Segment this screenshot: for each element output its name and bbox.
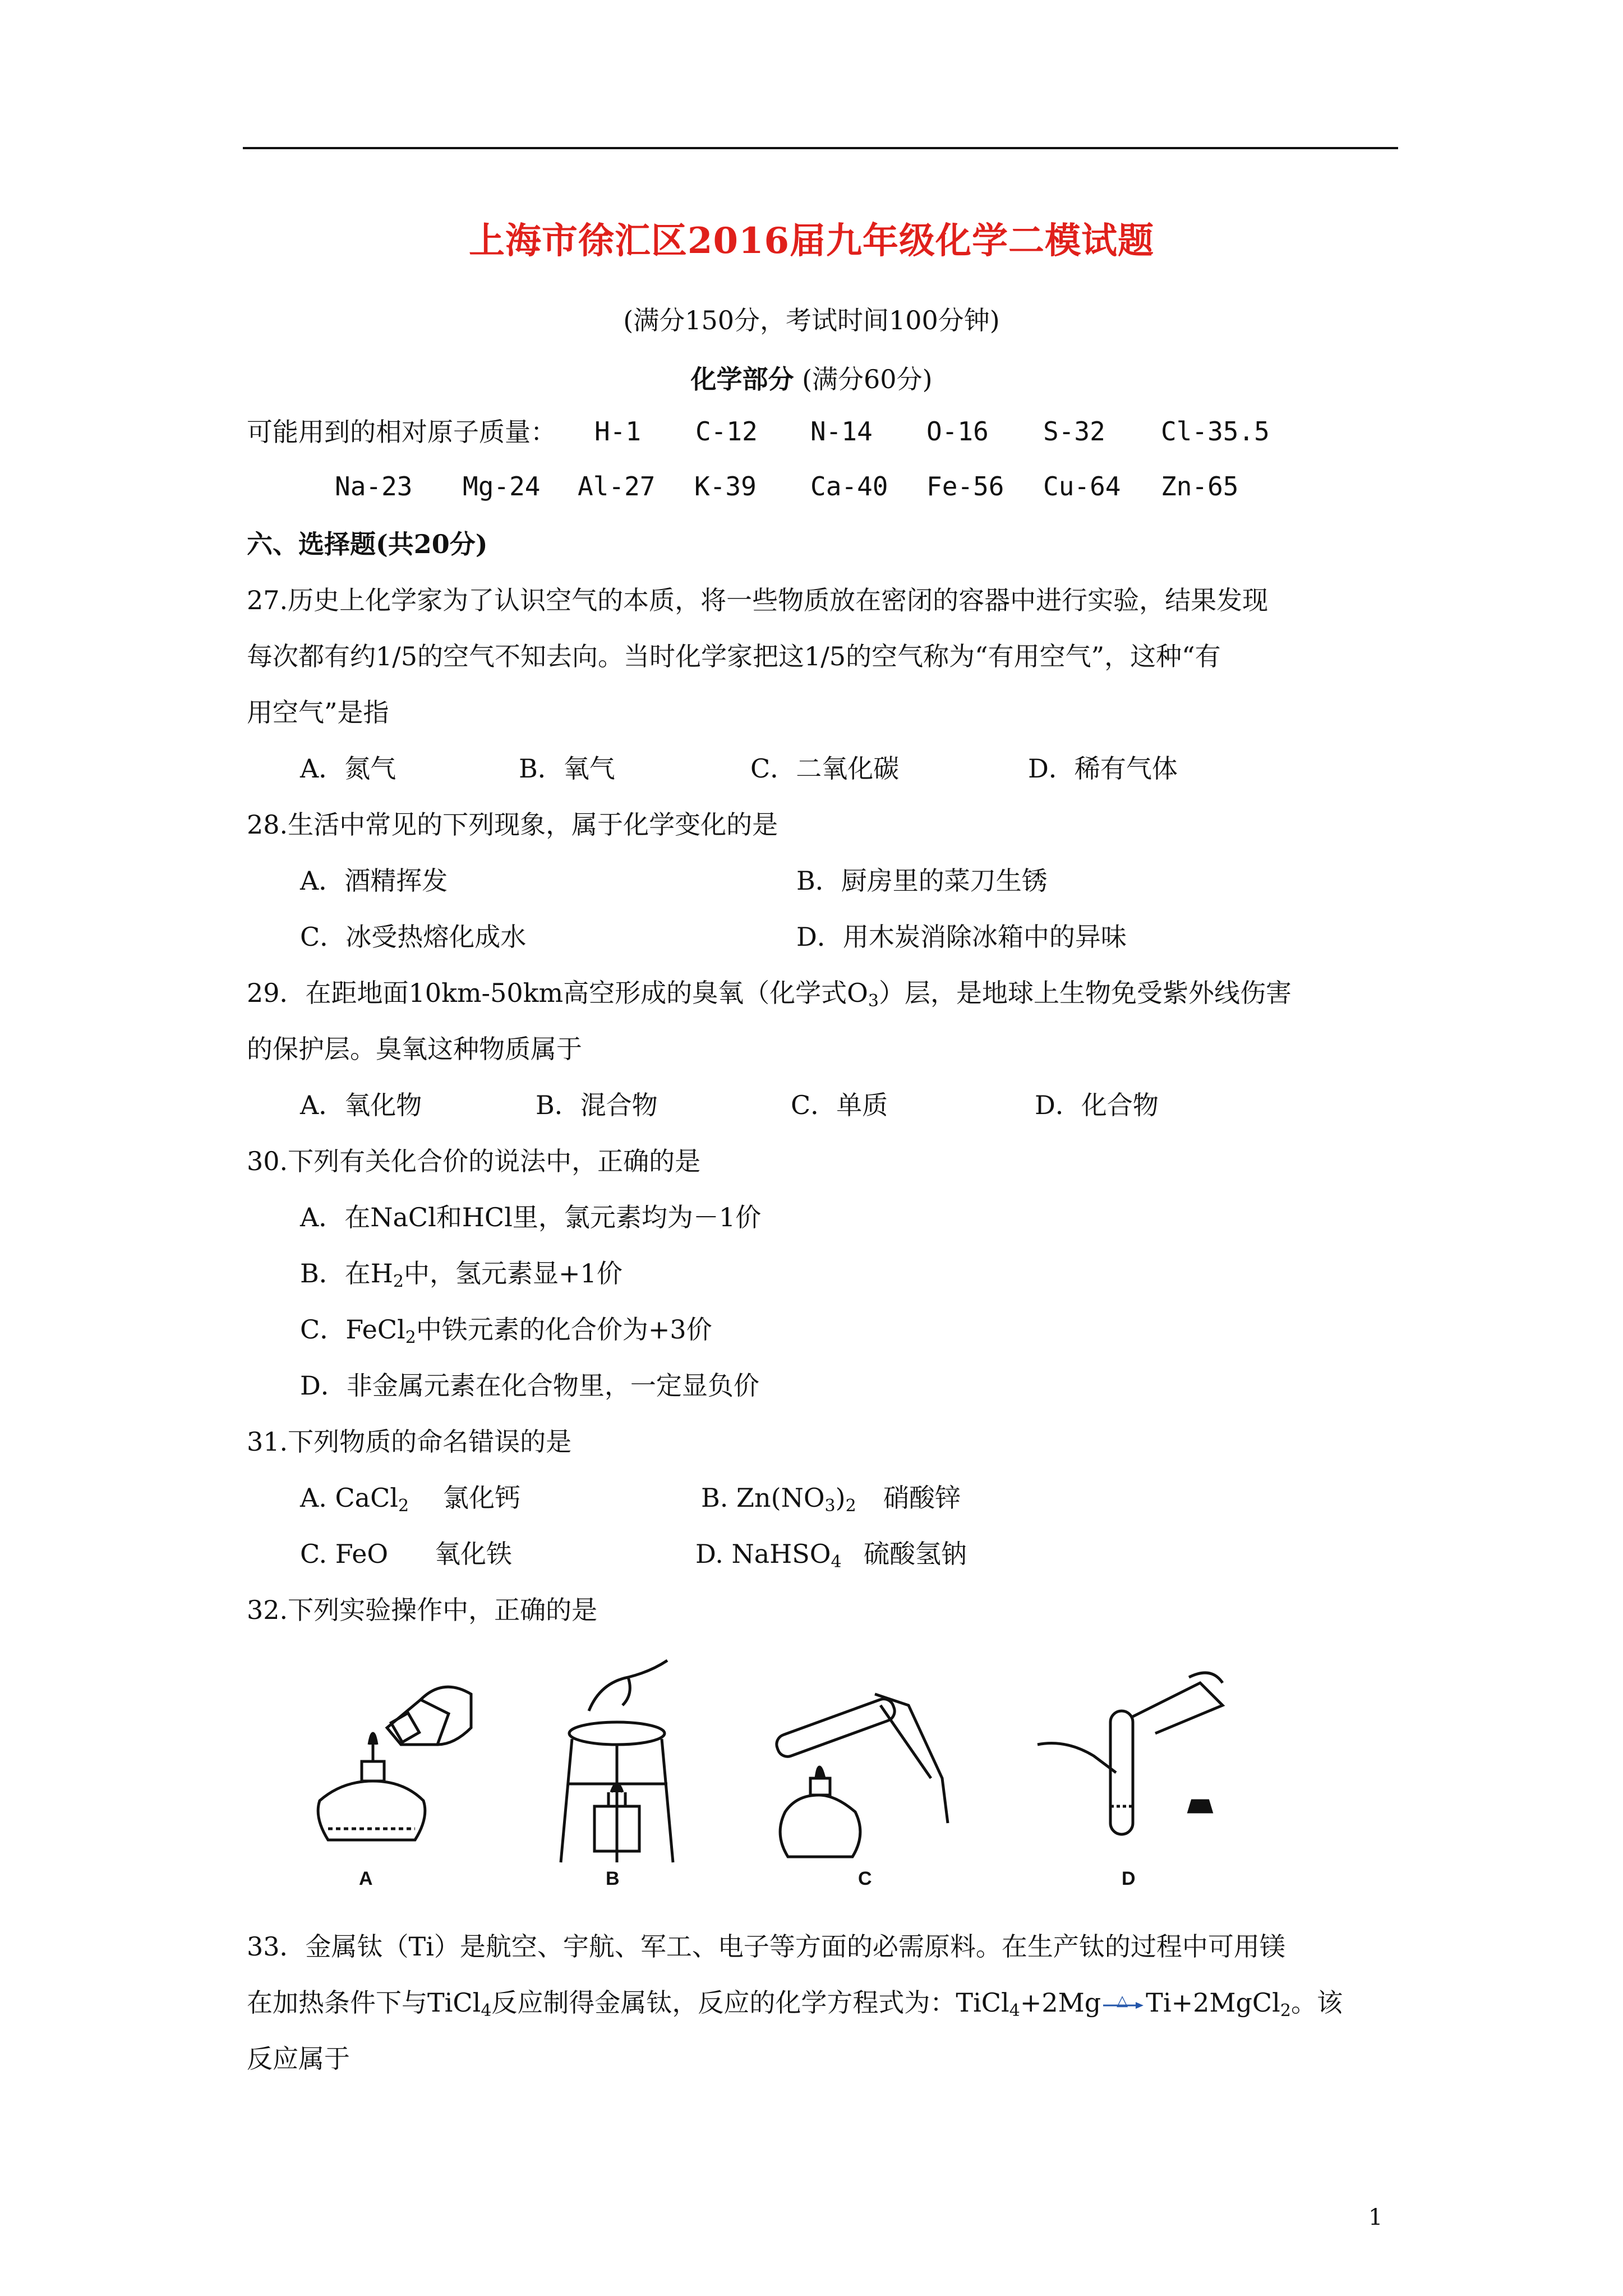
q33-line2-a: 在加热条件下与TiCl — [247, 1987, 481, 2018]
q30-option-b-b: 中，氢元素显+1价 — [404, 1258, 623, 1289]
section-heading — [0, 359, 1623, 396]
q27-line: 27.历史上化学家为了认识空气的本质，将一些物质放在密闭的容器中进行实验，结果发现 — [247, 585, 1269, 615]
q27-option-c: C．二氧化碳 — [750, 753, 900, 784]
figure-d-label: D — [1122, 1868, 1136, 1889]
q33-line3: 反应属于 — [247, 2044, 350, 2074]
q33-line2-sub3: 2 — [1280, 2001, 1291, 2021]
q29-option-b: B．混合物 — [536, 1090, 658, 1120]
q30-option-d: D．非金属元素在化合物里，一定显负价 — [300, 1370, 759, 1401]
q31-option-a-name: 氯化钙 — [443, 1483, 520, 1513]
q33-line2-e: 。该 — [1290, 1987, 1343, 2018]
mass-item: Mg-24 — [463, 471, 541, 501]
q31-option-b-sub2: 2 — [845, 1496, 856, 1516]
q31-option-b-sub1: 3 — [824, 1496, 836, 1516]
reaction-arrow-icon — [1101, 1993, 1146, 2013]
q31-option-b — [701, 1481, 856, 1523]
q31-option-b-a: B. Zn(NO — [701, 1483, 825, 1513]
q30-option-c-b: 中铁元素的化合价为+3价 — [416, 1314, 712, 1345]
heat-symbol: △ — [1117, 1993, 1128, 2009]
q30-stem: 30.下列有关化合价的说法中，正确的是 — [247, 1146, 701, 1176]
q27-line: 用空气”是指 — [247, 697, 389, 728]
exam-subtitle: (满分150分，考试时间100分钟) — [623, 305, 1000, 335]
q33-line2-d: Ti+2MgCl — [1146, 1987, 1280, 2018]
q31-option-d-sub: 4 — [831, 1552, 842, 1572]
q27-option-a: A．氮气 — [300, 753, 396, 784]
mass-item: N-14 — [810, 416, 873, 447]
q32-stem: 32.下列实验操作中，正确的是 — [247, 1595, 598, 1625]
q30-option-c — [300, 1313, 712, 1355]
q33-line2-c: +2Mg — [1020, 1987, 1101, 2018]
atomic-mass-label: 可能用到的相对原子质量： — [247, 417, 556, 447]
q30-option-b-sub: 2 — [393, 1272, 404, 1291]
q29-option-d: D．化合物 — [1035, 1090, 1159, 1120]
q29-line1-b: ）层，是地球上生物免受紫外线伤害 — [878, 978, 1292, 1008]
mass-item: Fe-56 — [926, 471, 1004, 501]
mass-item: Ca-40 — [810, 471, 888, 501]
q30-option-b-a: B．在H — [300, 1258, 393, 1289]
q31-option-b-name: 硝酸锌 — [883, 1483, 961, 1513]
section-heading-bold: 化学部分 — [690, 364, 794, 394]
figure-c-label: C — [858, 1868, 872, 1889]
mass-item: Al-27 — [578, 471, 656, 501]
q29-line1-a: 29．在距地面10km-50km高空形成的臭氧（化学式O — [247, 978, 868, 1008]
mass-item: O-16 — [926, 416, 989, 447]
q31-option-a — [300, 1481, 409, 1523]
q31-option-d — [695, 1537, 842, 1579]
q29-option-a: A．氧化物 — [300, 1090, 422, 1120]
q29-line1-sub: 3 — [868, 991, 879, 1011]
mass-item: K-39 — [694, 471, 757, 501]
q31-option-a-formula: A. CaCl — [300, 1483, 398, 1513]
q30-option-c-a: C．FeCl — [300, 1314, 405, 1345]
q27-option-d: D．稀有气体 — [1028, 753, 1178, 784]
q31-option-c: C. FeO — [300, 1539, 389, 1569]
q31-option-a-sub: 2 — [398, 1496, 409, 1516]
q31-option-b-mid: ) — [835, 1483, 846, 1513]
section-heading-rest: (满分60分) — [794, 364, 933, 394]
q29-line1 — [247, 976, 1292, 1018]
mass-item: C-12 — [695, 416, 758, 447]
q31-option-d-a: D. NaHSO — [695, 1539, 831, 1569]
q31-option-c-name: 氧化铁 — [435, 1539, 512, 1569]
q33-line1: 33．金属钛（Ti）是航空、宇航、军工、电子等方面的必需原料。在生产钛的过程中可用镁 — [247, 1931, 1285, 1962]
q27-option-b: B．氧气 — [519, 753, 615, 784]
figure-d-pouring-liquid — [1032, 1660, 1267, 1868]
q28-option-d: D．用木炭消除冰箱中的异味 — [796, 922, 1127, 952]
q29-option-c: C．单质 — [791, 1090, 888, 1120]
q27-line: 每次都有约1/5的空气不知去向。当时化学家把这1/5的空气称为“有用空气”，这种“有 — [247, 641, 1221, 671]
figure-a-label: A — [359, 1868, 373, 1889]
mass-item: H-1 — [594, 416, 642, 447]
mass-item: S-32 — [1043, 416, 1105, 447]
mass-item: Cl-35.5 — [1161, 416, 1270, 447]
figure-b-label: B — [606, 1868, 620, 1889]
q32-figures — [303, 1660, 1312, 1896]
q28-stem: 28.生活中常见的下列现象，属于化学变化的是 — [247, 809, 778, 840]
q33-line2-sub2: 4 — [1009, 2001, 1020, 2021]
q30-option-a: A．在NaCl和HCl里，氯元素均为－1价 — [300, 1202, 762, 1232]
q29-line2: 的保护层。臭氧这种物质属于 — [247, 1034, 582, 1064]
q33-line2-sub1: 4 — [481, 2001, 492, 2021]
mass-item: Zn-65 — [1161, 471, 1239, 501]
mass-item: Cu-64 — [1043, 471, 1121, 501]
q31-stem: 31.下列物质的命名错误的是 — [247, 1427, 572, 1457]
q28-option-c: C．冰受热熔化成水 — [300, 922, 527, 952]
figure-a-alcohol-lamps — [303, 1660, 482, 1874]
q30-option-b — [300, 1257, 623, 1299]
q28-option-a: A．酒精挥发 — [300, 866, 448, 896]
page-number: 1 — [1368, 2205, 1383, 2230]
q33-line2 — [247, 1986, 1343, 2028]
figure-c-heating-test-tube — [763, 1666, 965, 1868]
q28-option-b: B．厨房里的菜刀生锈 — [796, 866, 1048, 896]
exam-title: 上海市徐汇区2016届九年级化学二模试题 — [468, 220, 1155, 262]
mass-item: Na-23 — [335, 471, 413, 501]
q30-option-c-sub: 2 — [405, 1328, 416, 1347]
figure-b-evaporating-dish — [550, 1649, 707, 1874]
q33-line2-b: 反应制得金属钛，反应的化学方程式为：TiCl — [491, 1987, 1009, 2018]
header-rule — [243, 147, 1398, 149]
part-heading: 六、选择题(共20分) — [247, 529, 488, 559]
q31-option-d-name: 硫酸氢钠 — [864, 1539, 967, 1569]
